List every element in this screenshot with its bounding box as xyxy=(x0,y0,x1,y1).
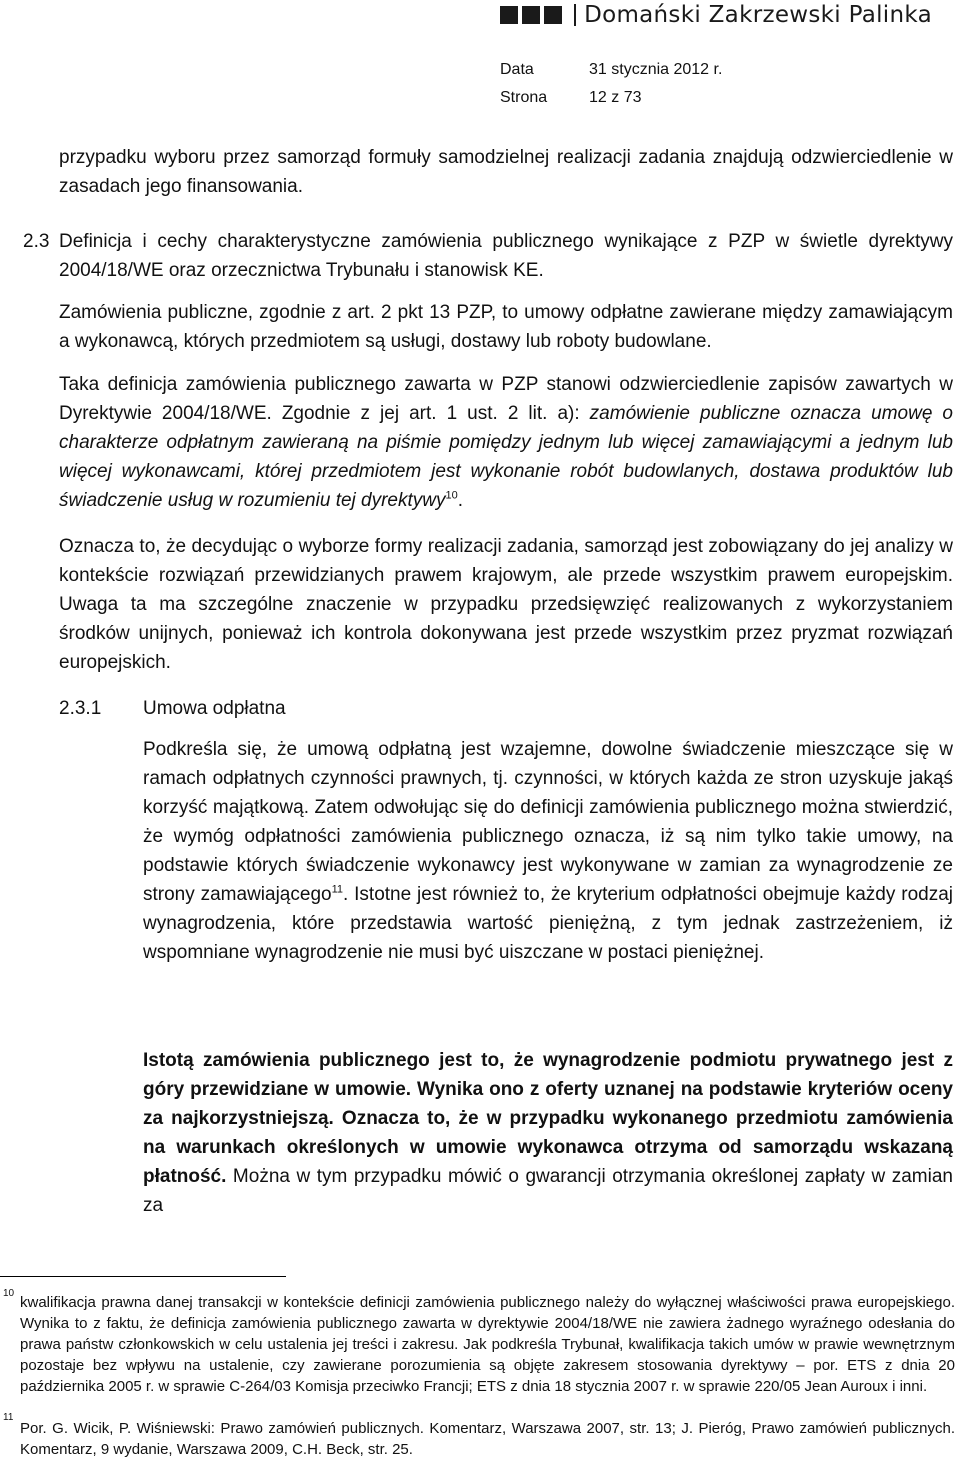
footnote-text: kwalifikacja prawna danej transakcji w kontekście definicji zamówienia publicznego należy do wyłącznej właściwości prawa europejskiego. Wynika to z faktu, że definicja zamówienia publicznego zawarta w dyrektywie 2004/18/WE nie zawiera żadnego wyraźnego odesłania do prawa państw członkowskich w celu ustalenia jej treści i zakresu. Jak podkreśla Trybunał, kwalifikacja takich umów w prawie wewnętrznym pozostaje bez wpływu na ustalenie, czy zawierane porozumienia są objęte zakresem stosowania dyrektywy – por. ETS z dnia 20 października 2005 r. w sprawie C-264/03 Komisja przeciwko Francji; ETS z dnia 18 stycznia 2007 r. w sprawie 220/05 Jean Auroux i inni. xyxy=(20,1294,955,1395)
footnote-number: 11 xyxy=(3,1412,14,1423)
paragraph-paid-contract xyxy=(143,735,953,967)
directive-intro: Taka definicja zamówienia publicznego zawarta w PZP stanowi odzwierciedlenie zapisów zawartych w Dyrektywie 2004/18/WE. Zgodnie z jej art. 1 ust. 2 lit. a): xyxy=(59,374,953,424)
date-label: Data xyxy=(500,61,534,78)
section-heading: Definicja i cechy charakterystyczne zamówienia publicznego wynikające z PZP w świetle dyrektywy 2004/18/WE oraz orzecznictwa Trybunału i stanowisk KE. xyxy=(59,231,953,281)
subsection-number: 2.3.1 xyxy=(59,698,102,719)
paid-contract-text-a: Podkreśla się, że umową odpłatną jest wzajemne, dowolne świadczenie mieszczące się w ramach odpłatnych czynności prawnych, tj. czynności, w których każda ze stron uzyskuje jakąś korzyść majątkową. Zatem odwołując się do definicji zamówienia publicznego można stwierdzić, że wymóg odpłatności zamówienia publicznego oznacza, iż są nim tylko takie umowy, na podstawie których świadczenie wykonawcy jest wykonywane w zamian za wynagrodzenie ze strony zamawiającego xyxy=(143,739,953,905)
logo-square-icon xyxy=(522,6,540,24)
footnote-separator xyxy=(0,1276,286,1277)
paragraph-analysis: Oznacza to, że decydując o wyborze formy realizacji zadania, samorząd jest zobowiązany do jej analizy w kontekście rozwiązań przewidzianych prawem krajowym, ale przede wszystkim prawem europejskim. Uwaga ta ma szczególne znaczenie w przypadku przedsięwzięć realizowanych z wykorzystaniem środków unijnych, ponieważ ich kontrola dokonywana jest przede wszystkim przez pryzmat rozwiązań europejskich. xyxy=(59,536,953,673)
footnote-ref-10[interactable]: 10 xyxy=(445,489,458,502)
paragraph-directive xyxy=(59,370,953,515)
section-number: 2.3 xyxy=(23,231,50,252)
footnote-text: Por. G. Wicik, P. Wiśniewski: Prawo zamówień publicznych. Komentarz, Warszawa 2007, str. 13; J. Pieróg, Prawo zamówień publicznych. Komentarz, 9 wydanie, Warszawa 2009, C.H. Beck, str. 25. xyxy=(20,1420,955,1458)
footnote-ref-11[interactable]: 11 xyxy=(331,883,343,896)
document-meta xyxy=(500,56,722,112)
paragraph-definition: Zamówienia publiczne, zgodnie z art. 2 pkt 13 PZP, to umowy odpłatne zawierane między zamawiającym a wykonawcą, których przedmiotem są usługi, dostawy lub roboty budowlane. xyxy=(59,302,953,352)
directive-quote: zamówienie publiczne oznacza umowę o charakterze odpłatnym zawieraną na piśmie pomiędzy jednym lub więcej zamawiającymi a jednym lub więcej wykonawcami, której przedmiotem jest wykonanie robót budowlanych, dostawa produktów lub świadczenie usług w rozumieniu tej dyrektywy xyxy=(59,403,953,511)
subsection-title: Umowa odpłatna xyxy=(143,698,286,719)
page-row xyxy=(500,84,722,112)
remuneration-rest: Można w tym przypadku mówić o gwarancji otrzymania określonej zapłaty w zamian za xyxy=(143,1166,953,1216)
remuneration-bold: Istotą zamówienia publicznego jest to, że wynagrodzenie podmiotu prywatnego jest z góry przewidziane w umowie. Wynika ono z oferty uznanej na podstawie kryteriów oceny za najkorzystniejszą. Oznacza to, że w przypadku wykonanego przedmiotu zamówienia na warunkach określonych w umowie wykonawca otrzyma od samorządu wskazaną płatność. xyxy=(143,1050,953,1187)
paid-contract-text-b: . Istotne jest również to, że kryterium odpłatności obejmuje każdy rodzaj wynagrodzenia, które przedstawia wartość pieniężną, z tym jednak zastrzeżeniem, iż wspomniane wynagrodzenie nie musi być uiszczane w postaci pieniężnej. xyxy=(143,884,953,963)
page-label: Strona xyxy=(500,89,548,106)
brand-name: Domański Zakrzewski Palinka xyxy=(584,2,932,28)
logo-square-icon xyxy=(544,6,562,24)
logo-square-icon xyxy=(500,6,518,24)
date-value: 31 stycznia 2012 r. xyxy=(589,61,723,78)
paragraph-remuneration xyxy=(143,1046,953,1220)
date-row xyxy=(500,56,722,84)
footnote-number: 10 xyxy=(3,1288,15,1299)
directive-end: . xyxy=(457,490,464,511)
logo-divider xyxy=(574,4,576,26)
brand-logo xyxy=(500,0,932,30)
page-value: 12 z 73 xyxy=(589,89,642,106)
paragraph-continuation: przypadku wyboru przez samorząd formuły samodzielnej realizacji zadania znajdują odzwierciedlenie w zasadach jego finansowania. xyxy=(59,147,953,197)
